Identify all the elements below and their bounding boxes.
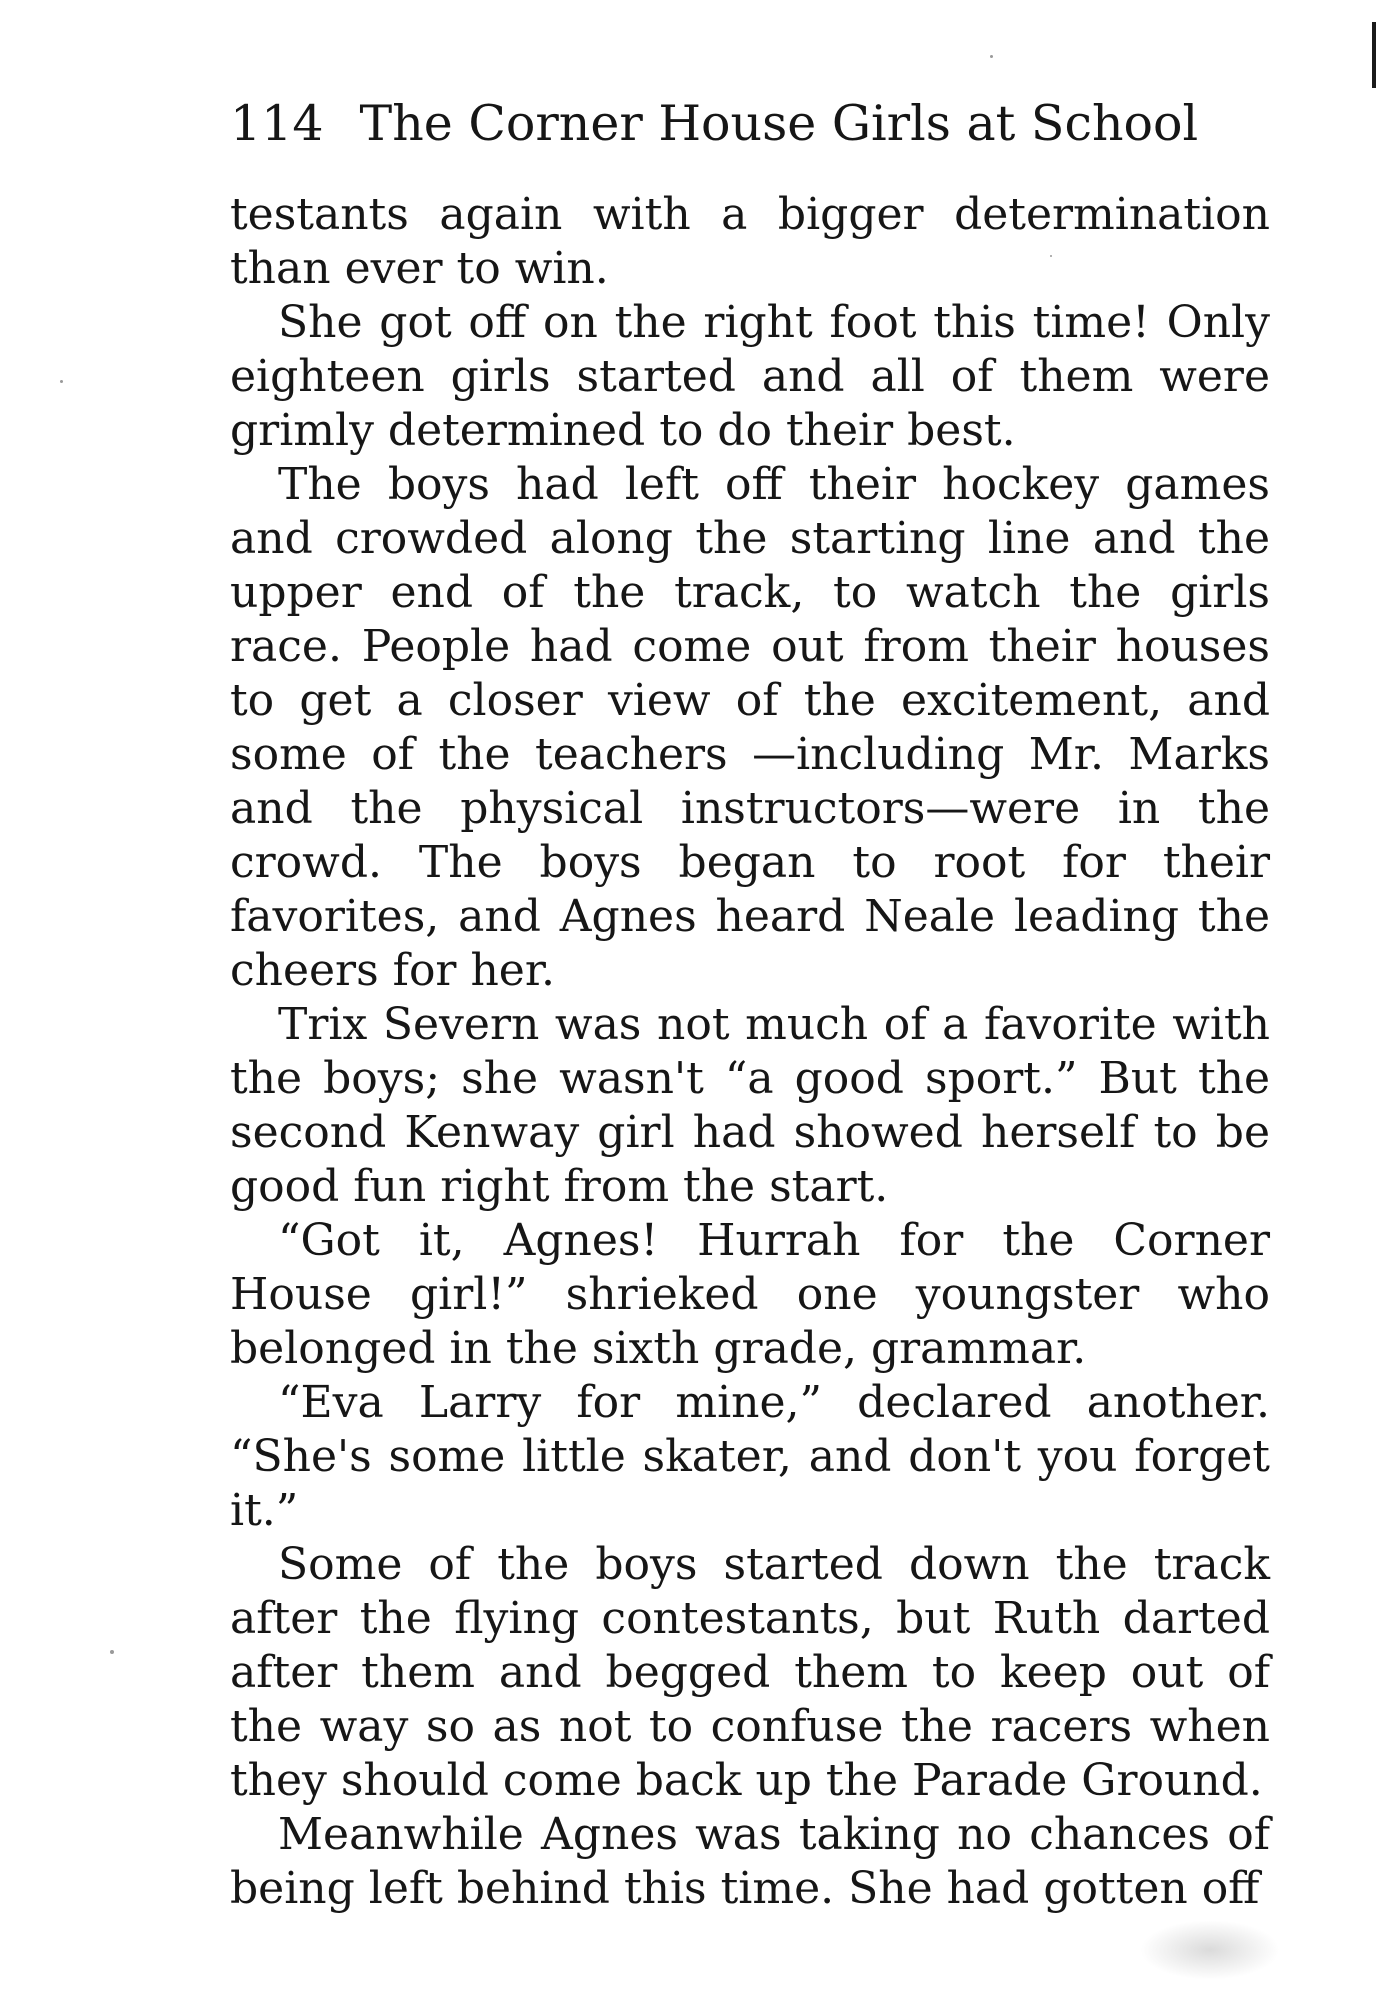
body-text (230, 188, 1270, 1916)
paragraph: She got off on the right foot this time! Only eighteen girls started and all of them were grimly determined to do their best. (230, 297, 1270, 456)
paragraph: Meanwhile Agnes was taking no chances of being left behind this time. She had gotten off (230, 1809, 1270, 1914)
paragraph: “Got it, Agnes! Hurrah for the Corner House girl!” shrieked one youngster who belonged in the sixth grade, grammar. (230, 1215, 1270, 1374)
paragraph: Some of the boys started down the track after the flying contestants, but Ruth darted after them and begged them to keep out of the way so as not to confuse the racers when they should come back up the Parade Ground. (230, 1539, 1270, 1806)
paragraph: testants again with a bigger determination than ever to win. (230, 189, 1270, 294)
scan-edge-mark (1372, 22, 1376, 88)
paragraph: “Eva Larry for mine,” declared another. “She's some little skater, and don't you forget it.” (230, 1377, 1270, 1536)
scan-speck (990, 55, 993, 58)
paragraph: The boys had left off their hockey games and crowded along the starting line and the upper end of the track, to watch the girls race. People had come out from their houses to get a closer view of the excitement, and some of the teachers —including Mr. Marks and the physical instructors—were in the crowd. The boys began to root for their favorites, and Agnes heard Neale leading the cheers for her. (230, 459, 1270, 996)
scan-smudge (1140, 1920, 1280, 1980)
scan-speck (60, 380, 63, 383)
running-header (230, 92, 1270, 156)
running-title: The Corner House Girls at School (359, 95, 1199, 152)
scan-speck (110, 1650, 114, 1654)
paragraph: Trix Severn was not much of a favorite with the boys; she wasn't “a good sport.” But the second Kenway girl had showed herself to be good fun right from the start. (230, 999, 1270, 1212)
page-number: 114 (230, 95, 324, 152)
